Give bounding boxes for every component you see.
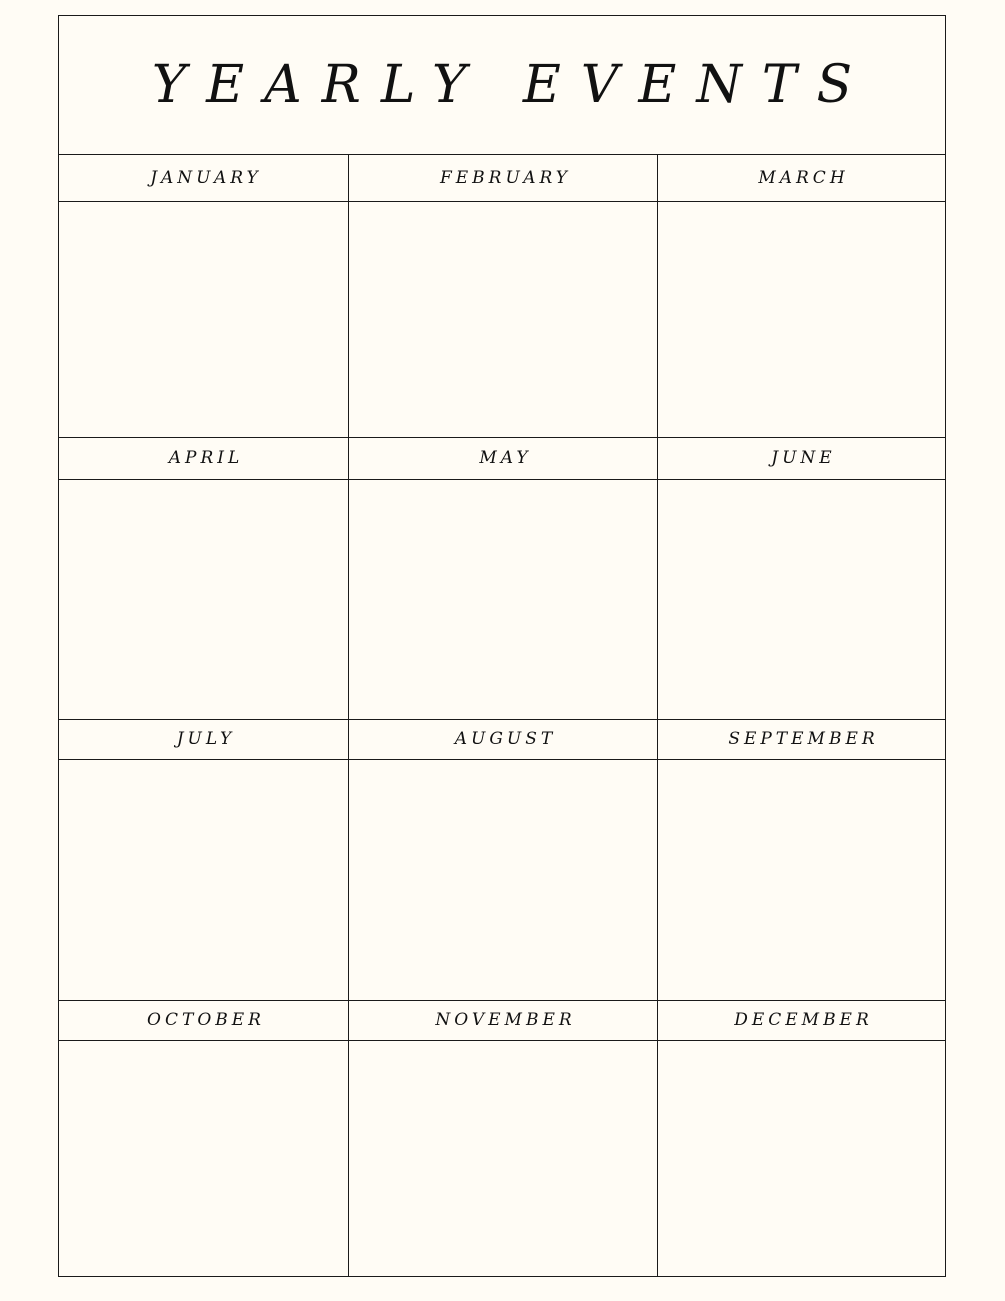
month-notes-area[interactable] bbox=[59, 202, 349, 437]
planner-sheet bbox=[58, 15, 946, 1277]
month-label: FEBRUARY bbox=[439, 168, 572, 188]
month-notes-area[interactable] bbox=[658, 480, 945, 719]
month-label: APRIL bbox=[168, 448, 244, 468]
month-notes-area[interactable] bbox=[349, 760, 658, 1000]
month-header bbox=[59, 1000, 349, 1041]
month-label: OCTOBER bbox=[147, 1010, 265, 1030]
month-label: AUGUST bbox=[454, 729, 557, 749]
month-january bbox=[59, 155, 349, 437]
page-title: YEARLY EVENTS bbox=[151, 55, 873, 115]
month-label: JULY bbox=[176, 729, 236, 749]
month-header bbox=[59, 155, 349, 202]
month-label: MAY bbox=[479, 448, 532, 468]
month-header bbox=[658, 437, 945, 480]
month-notes-area[interactable] bbox=[349, 1041, 658, 1276]
month-november bbox=[349, 1000, 658, 1276]
month-header bbox=[349, 155, 658, 202]
month-may bbox=[349, 437, 658, 719]
month-label: JUNE bbox=[771, 448, 836, 468]
month-notes-area[interactable] bbox=[658, 202, 945, 437]
month-label: NOVEMBER bbox=[435, 1010, 576, 1030]
month-march bbox=[658, 155, 945, 437]
month-header bbox=[349, 1000, 658, 1041]
month-header bbox=[349, 719, 658, 760]
month-october bbox=[59, 1000, 349, 1276]
month-april bbox=[59, 437, 349, 719]
month-label: DECEMBER bbox=[734, 1010, 873, 1030]
month-header bbox=[59, 437, 349, 480]
month-notes-area[interactable] bbox=[349, 480, 658, 719]
month-header bbox=[349, 437, 658, 480]
month-label: SEPTEMBER bbox=[728, 729, 879, 749]
month-july bbox=[59, 719, 349, 1000]
month-september bbox=[658, 719, 945, 1000]
month-notes-area[interactable] bbox=[59, 480, 349, 719]
month-notes-area[interactable] bbox=[59, 760, 349, 1000]
month-february bbox=[349, 155, 658, 437]
month-header bbox=[658, 719, 945, 760]
month-label: JANUARY bbox=[150, 168, 262, 188]
month-header bbox=[59, 719, 349, 760]
month-june bbox=[658, 437, 945, 719]
month-december bbox=[658, 1000, 945, 1276]
month-notes-area[interactable] bbox=[349, 202, 658, 437]
month-label: MARCH bbox=[758, 168, 849, 188]
month-notes-area[interactable] bbox=[59, 1041, 349, 1276]
month-notes-area[interactable] bbox=[658, 1041, 945, 1276]
month-header bbox=[658, 1000, 945, 1041]
month-notes-area[interactable] bbox=[658, 760, 945, 1000]
month-header bbox=[658, 155, 945, 202]
title-band bbox=[59, 16, 945, 155]
month-august bbox=[349, 719, 658, 1000]
